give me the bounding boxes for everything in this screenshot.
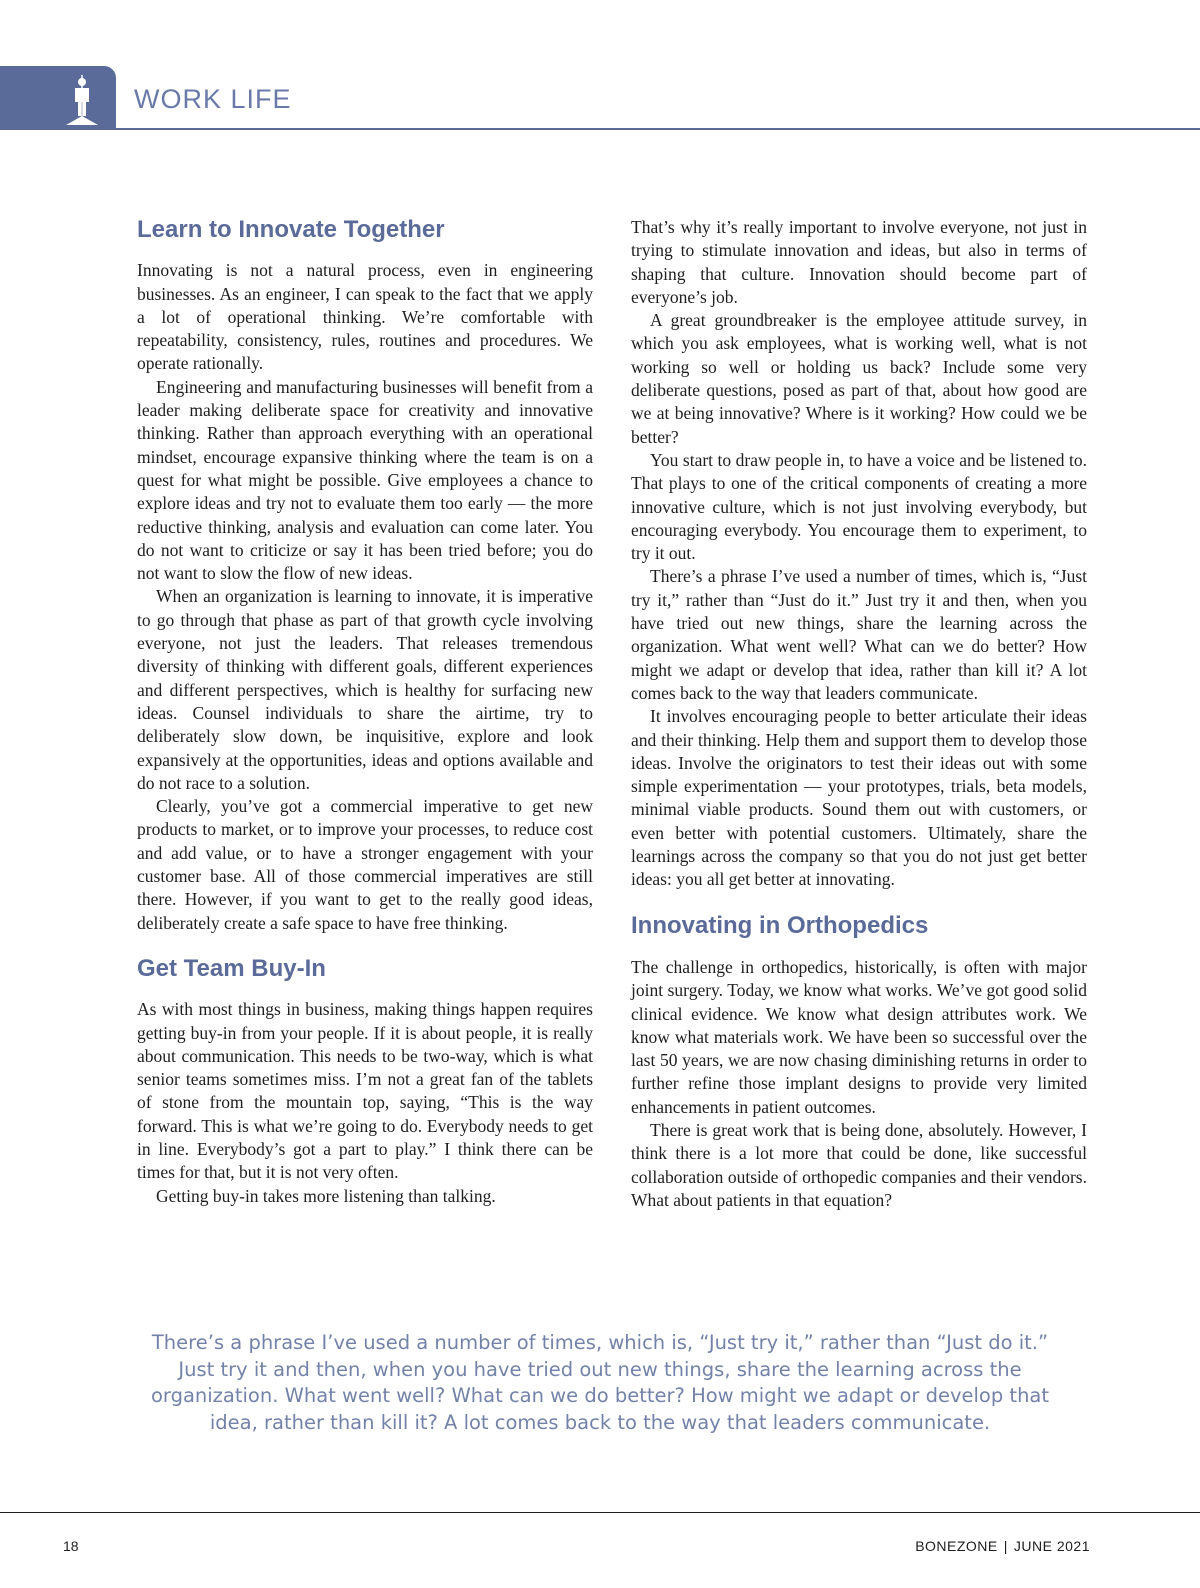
body-paragraph: As with most things in business, making things happen requires getting buy-in from your people. If it is about people, it is really about communication. This needs to be two-way, which is what senior teams sometimes miss. I’m not a great fan of the tablets of stone from the mountain top, saying, “This is the way forward. This is what we’re going to do. Everybody needs to get in line. Everybody’s got a part to play.” I think there can be times for that, but it is not very often. [137, 999, 593, 1183]
body-paragraph: Engineering and manufacturing businesses will benefit from a leader making deliberate space for creativity and innovative thinking. Rather than approach everything with an operational mindset, encourage expansive thinking where the team is on a quest for what might be possible. Give employees a chance to explore ideas and try not to evaluate them too early — the more reductive thinking, analysis and evaluation can come later. You do not want to criticize or say it has been tried before; you do not want to slow the flow of new ideas. [137, 376, 593, 584]
footer-rule [0, 1512, 1200, 1513]
body-paragraph: That’s why it’s really important to involve everyone, not just in trying to stimulate innovation and ideas, but also in terms of shaping that culture. Innovation should become part of everyone’s job. [631, 217, 1087, 307]
section-label: WORK LIFE [134, 84, 292, 114]
section-tab [0, 66, 116, 130]
footer-separator: | [1003, 1538, 1008, 1554]
body-paragraph: When an organization is learning to innovate, it is imperative to go through that phase as part of that growth cycle involving everyone, not just the leaders. That releases tremendous diversity of thinking with different goals, different experiences and different perspectives, which is healthy for surfacing new ideas. Counsel individuals to share the airtime, try to deliberately slow down, be inquisitive, explore and look expansively at the opportunities, ideas and options available and do not race to a solution. [137, 586, 593, 793]
body-paragraph: There is great work that is being done, absolutely. However, I think there is a lot more that could be done, like successful collaboration outside of orthopedic companies and their vendors. What about patients in that equation? [631, 1119, 1087, 1210]
body-paragraph: The challenge in orthopedics, historically, is often with major joint surgery. Today, we know what works. We’ve got good solid clinical evidence. We know what design attributes work. We know what materials work. We have been so successful over the last 50 years, we are now chasing diminishing returns in order to further refine those implant designs to provide very limited enhancements in patient outcomes. [631, 956, 1087, 1117]
body-paragraph: Clearly, you’ve got a commercial imperative to get new products to market, or to improve your processes, to reduce cost and add value, or to have a stronger engagement with your customer base. All of those commercial imperatives are still there. However, if you want to get to the really good ideas, deliberately create a safe space to have free thinking. [137, 796, 593, 933]
body-paragraph: It involves encouraging people to better articulate their ideas and their thinking. Help them and support them to develop those ideas. Involve the originators to test their ideas out with some simple experimentation — your prototypes, trials, beta models, minimal viable products. Sound them out with customers, or even better with potential customers. Ultimately, share the learnings across the company so that you do not just get better ideas: you all get better at innovating. [631, 706, 1087, 890]
publication-name: BONEZONE [915, 1538, 998, 1554]
body-paragraph: There’s a phrase I’ve used a number of times, which is, “Just try it,” rather than “Just do it.” Just try it and then, when you have tried out new things, share the learning across the organization. What went well? What can we do better? How might we adapt or develop that idea, rather than kill it? A lot comes back to the way that leaders communicate. [631, 566, 1087, 703]
header-rule [116, 128, 1200, 130]
body-paragraph: You start to draw people in, to have a voice and be listened to. That plays to one of the critical components of creating a more innovative culture, which is not just involving everybody, but encouraging everybody. You encourage them to experiment, to try it out. [631, 449, 1087, 564]
page-number: 18 [63, 1538, 79, 1554]
issue-date: JUNE 2021 [1013, 1538, 1090, 1554]
body-paragraph: A great groundbreaker is the employee attitude survey, in which you ask employees, what is working well, what is not working so well or holding us back? Include some very deliberate questions, posed as part of that, about how good are we at being innovative? Where is it working? How could we be better? [631, 310, 1087, 447]
heading-get-team-buy-in: Get Team Buy-In [137, 954, 326, 982]
pull-quote: There’s a phrase I’ve used a number of times, which is, “Just try it,” rather than “Just do it.” Just try it and then, when you have tried out new things, share the learning across the organization. What went well? What can we do better? How might we adapt or develop that idea, rather than kill it? A lot comes back to the way that leaders communicate. [150, 1331, 1050, 1434]
standing-person-icon [60, 73, 104, 127]
publication-info [915, 1538, 1090, 1554]
body-paragraph: Getting buy-in takes more listening than talking. [156, 1185, 496, 1206]
left-column [137, 216, 593, 1208]
heading-learn-to-innovate: Learn to Innovate Together [137, 216, 445, 243]
heading-innovating-in-orthopedics: Innovating in Orthopedics [631, 911, 929, 939]
right-column [631, 216, 1087, 1212]
body-paragraph: Innovating is not a natural process, even in engineering businesses. As an engineer, I can speak to the fact that we apply a lot of operational thinking. We’re comfortable with repeatability, consistency, rules, routines and procedures. We operate rationally. [137, 260, 593, 374]
